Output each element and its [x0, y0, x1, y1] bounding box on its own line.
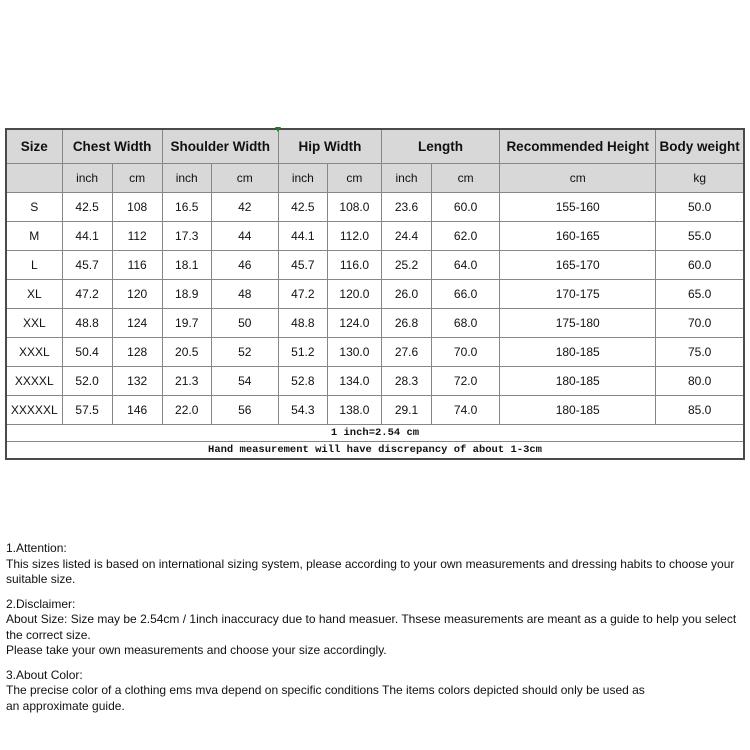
footnote-attention-title: 1.Attention:: [6, 541, 67, 555]
size-row-l: [6, 251, 744, 280]
measurement-cell: 112.0: [327, 222, 381, 251]
measurement-cell: 52.8: [278, 367, 327, 396]
measurement-cell: 132: [112, 367, 162, 396]
cell-comment-marker-icon: [275, 127, 281, 132]
measurement-cell: 51.2: [278, 338, 327, 367]
unit-cell-hip-inch: inch: [278, 164, 327, 193]
size-row-xxxl: [6, 338, 744, 367]
unit-cell-shoulder-inch: inch: [162, 164, 211, 193]
unit-cell-length-inch: inch: [381, 164, 431, 193]
unit-cell-weight-kg: kg: [656, 164, 744, 193]
note-row: [6, 425, 744, 442]
measurement-cell: 60.0: [656, 251, 744, 280]
measurement-cell: 52.0: [62, 367, 112, 396]
measurement-cell: 68.0: [432, 309, 500, 338]
measurement-cell: 74.0: [432, 396, 500, 425]
measurement-cell: 18.1: [162, 251, 211, 280]
unit-cell-chest-cm: cm: [112, 164, 162, 193]
measurement-cell: 85.0: [656, 396, 744, 425]
size-row-xxxxl: [6, 367, 744, 396]
unit-cell-chest-inch: inch: [62, 164, 112, 193]
measurement-cell: 48.8: [62, 309, 112, 338]
col-header-size: Size: [6, 129, 62, 164]
measurement-cell: 175-180: [500, 309, 656, 338]
note-inch-conversion: 1 inch=2.54 cm: [6, 425, 744, 442]
measurement-cell: 21.3: [162, 367, 211, 396]
measurement-cell: 23.6: [381, 193, 431, 222]
col-header-body-weight: Body weight: [656, 129, 744, 164]
footnote-disclaimer-line: Please take your own measurements and choose your size accordingly.: [6, 643, 387, 657]
unit-cell-length-cm: cm: [432, 164, 500, 193]
measurement-cell: 24.4: [381, 222, 431, 251]
measurement-cell: 29.1: [381, 396, 431, 425]
unit-cell-hip-cm: cm: [327, 164, 381, 193]
unit-cell-empty: [6, 164, 62, 193]
footnote-about-color: [6, 668, 746, 715]
measurement-cell: 134.0: [327, 367, 381, 396]
measurement-cell: 116: [112, 251, 162, 280]
measurement-cell: 22.0: [162, 396, 211, 425]
measurement-cell: 52: [211, 338, 278, 367]
measurement-cell: 26.8: [381, 309, 431, 338]
size-rows: [6, 193, 744, 425]
measurement-cell: 70.0: [432, 338, 500, 367]
footnote-about-color-title: 3.About Color:: [6, 667, 83, 682]
measurement-cell: 16.5: [162, 193, 211, 222]
size-label-cell: XXL: [6, 309, 62, 338]
measurement-cell: 57.5: [62, 396, 112, 425]
measurement-cell: 108: [112, 193, 162, 222]
measurement-cell: 170-175: [500, 280, 656, 309]
measurement-cell: 108.0: [327, 193, 381, 222]
size-label-cell: XXXXL: [6, 367, 62, 396]
size-row-s: [6, 193, 744, 222]
measurement-cell: 20.5: [162, 338, 211, 367]
measurement-cell: 60.0: [432, 193, 500, 222]
measurement-cell: 42.5: [278, 193, 327, 222]
measurement-cell: 180-185: [500, 367, 656, 396]
measurement-cell: 56: [211, 396, 278, 425]
measurement-cell: 18.9: [162, 280, 211, 309]
size-row-xxl: [6, 309, 744, 338]
size-chart-table: [5, 128, 745, 460]
measurement-cell: 47.2: [278, 280, 327, 309]
footnote-disclaimer: [6, 597, 746, 659]
measurement-cell: 120: [112, 280, 162, 309]
measurement-cell: 17.3: [162, 222, 211, 251]
unit-cell-shoulder-cm: cm: [211, 164, 278, 193]
measurement-cell: 50: [211, 309, 278, 338]
measurement-cell: 155-160: [500, 193, 656, 222]
measurement-cell: 128: [112, 338, 162, 367]
measurement-cell: 50.0: [656, 193, 744, 222]
measurement-cell: 45.7: [62, 251, 112, 280]
size-label-cell: XXXXXL: [6, 396, 62, 425]
size-label-cell: S: [6, 193, 62, 222]
unit-cell-height-cm: cm: [500, 164, 656, 193]
measurement-cell: 44: [211, 222, 278, 251]
size-chart-header: [6, 129, 744, 193]
measurement-cell: 25.2: [381, 251, 431, 280]
size-label-cell: XXXL: [6, 338, 62, 367]
measurement-cell: 45.7: [278, 251, 327, 280]
col-header-recommended-height: Recommended Height: [500, 129, 656, 164]
measurement-cell: 44.1: [278, 222, 327, 251]
measurement-cell: 138.0: [327, 396, 381, 425]
footnote-disclaimer-line: About Size: Size may be 2.54cm / 1inch inaccuracy due to hand measuer. Thsese measurements are meant as a guide to help you select the correct size.: [6, 612, 737, 642]
footnote-disclaimer-title: 2.Disclaimer:: [6, 596, 76, 611]
measurement-cell: 28.3: [381, 367, 431, 396]
col-header-shoulder-width: Shoulder Width: [162, 129, 278, 164]
col-header-chest-width: Chest Width: [62, 129, 162, 164]
measurement-cell: 64.0: [432, 251, 500, 280]
size-row-xxxxxl: [6, 396, 744, 425]
measurement-cell: 65.0: [656, 280, 744, 309]
units-row: [6, 164, 744, 193]
note-row: [6, 442, 744, 460]
measurement-cell: 124: [112, 309, 162, 338]
col-header-length: Length: [381, 129, 499, 164]
size-label-cell: M: [6, 222, 62, 251]
footnote-attention: [6, 541, 746, 588]
footnote-about-color-line: an approximate guide.: [6, 698, 125, 713]
size-row-m: [6, 222, 744, 251]
measurement-cell: 55.0: [656, 222, 744, 251]
measurement-cell: 130.0: [327, 338, 381, 367]
measurement-cell: 42: [211, 193, 278, 222]
measurement-cell: 27.6: [381, 338, 431, 367]
measurement-cell: 47.2: [62, 280, 112, 309]
measurement-cell: 160-165: [500, 222, 656, 251]
measurement-cell: 50.4: [62, 338, 112, 367]
measurement-cell: 146: [112, 396, 162, 425]
measurement-cell: 66.0: [432, 280, 500, 309]
size-label-cell: XL: [6, 280, 62, 309]
measurement-cell: 70.0: [656, 309, 744, 338]
measurement-cell: 48: [211, 280, 278, 309]
measurement-cell: 44.1: [62, 222, 112, 251]
col-header-hip-width: Hip Width: [278, 129, 381, 164]
measurement-cell: 80.0: [656, 367, 744, 396]
measurement-cell: 116.0: [327, 251, 381, 280]
measurement-cell: 62.0: [432, 222, 500, 251]
measurement-cell: 42.5: [62, 193, 112, 222]
measurement-cell: 26.0: [381, 280, 431, 309]
footnote-attention-line: This sizes listed is based on international sizing system, please according to your own measurements and dressing habits to choose your suitable size.: [6, 556, 735, 586]
measurement-cell: 72.0: [432, 367, 500, 396]
size-label-cell: L: [6, 251, 62, 280]
measurement-cell: 75.0: [656, 338, 744, 367]
note-measurement-discrepancy: Hand measurement will have discrepancy of about 1-3cm: [6, 442, 744, 460]
measurement-cell: 120.0: [327, 280, 381, 309]
measurement-cell: 124.0: [327, 309, 381, 338]
footnotes-section: [6, 541, 746, 723]
measurement-cell: 46: [211, 251, 278, 280]
measurement-cell: 48.8: [278, 309, 327, 338]
size-row-xl: [6, 280, 744, 309]
measurement-cell: 54.3: [278, 396, 327, 425]
measurement-cell: 180-185: [500, 396, 656, 425]
measurement-cell: 112: [112, 222, 162, 251]
size-chart-notes: [6, 425, 744, 460]
measurement-cell: 54: [211, 367, 278, 396]
measurement-cell: 180-185: [500, 338, 656, 367]
measurement-cell: 19.7: [162, 309, 211, 338]
measurement-cell: 165-170: [500, 251, 656, 280]
header-row: [6, 129, 744, 164]
footnote-about-color-line: The precise color of a clothing ems mva depend on specific conditions The items colors depicted should only be used as: [6, 683, 645, 697]
